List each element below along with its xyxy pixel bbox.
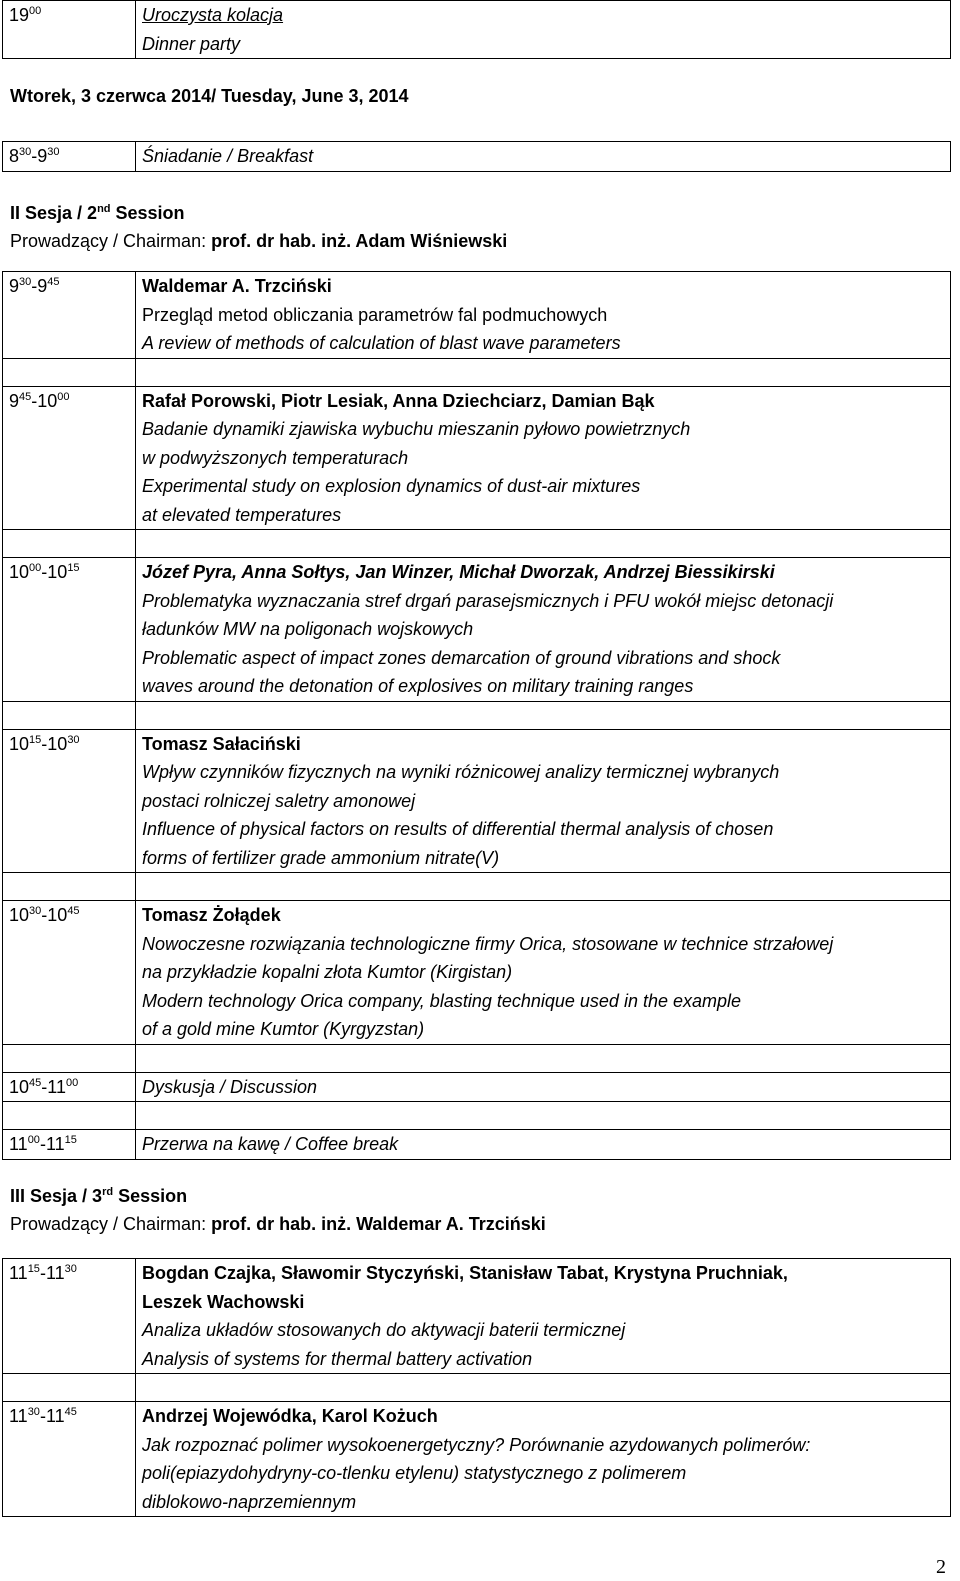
table-row xyxy=(3,1259,951,1374)
coffee-label: Przerwa na kawę / Coffee break xyxy=(136,1130,951,1160)
talk-title-line: Jak rozpoznać polimer wysokoenergetyczny? Porównanie azydowanych polimerów: xyxy=(142,1434,811,1455)
talk-title-line: Modern technology Orica company, blasting technique used in the example xyxy=(142,990,742,1011)
talk-cell xyxy=(136,1402,951,1517)
talk-title-line: Analiza układów stosowanych do aktywacji baterii termicznej xyxy=(142,1320,626,1340)
discussion-time: $10^{45}-11^{00}$ xyxy=(3,1072,136,1102)
talk-title-line: w podwyższonych temperaturach xyxy=(142,447,409,468)
spacer-row xyxy=(3,530,951,558)
table-row xyxy=(3,386,951,530)
talk-title-line: Experimental study on explosion dynamics of dust-air mixtures xyxy=(142,476,641,496)
dinner-time: $19^{00}$ xyxy=(3,1,136,59)
session3-heading: III Sesja / 3rd Session Prowadzący / Chairman: prof. dr hab. inż. Waldemar A. Trzciński xyxy=(10,1186,546,1234)
talk-title-line: diblokowo-naprzemiennym xyxy=(142,1491,357,1512)
talk-title-line: Wpływ czynników fizycznych na wyniki różnicowej analizy termicznej wybranych xyxy=(142,762,780,782)
talk-authors-cont: Leszek Wachowski xyxy=(142,1291,305,1312)
talk-title-line: postaci rolniczej saletry amonowej xyxy=(142,790,416,811)
discussion-row xyxy=(3,1072,951,1102)
talk-authors: Andrzej Wojewódka, Karol Kożuch xyxy=(142,1406,438,1426)
table-row xyxy=(3,729,951,873)
talk-time: $9^{30}-9^{45}$ xyxy=(3,272,136,359)
talk-authors: Tomasz Żołądek xyxy=(142,905,281,925)
talk-title-line: Badanie dynamiki zjawiska wybuchu mieszanin pyłowo powietrznych xyxy=(142,419,691,439)
talk-title-line: na przykładzie kopalni złota Kumtor (Kirgistan) xyxy=(142,962,513,982)
dinner-table xyxy=(2,0,951,59)
talk-authors: Józef Pyra, Anna Sołtys, Jan Winzer, Michał Dworzak, Andrzej Biessikirski xyxy=(142,562,775,582)
spacer-row xyxy=(3,1374,951,1402)
dinner-title-pl: Uroczysta kolacja xyxy=(142,5,284,25)
breakfast-label: Śniadanie / Breakfast xyxy=(136,142,951,172)
talk-title-line: poli(epiazydohydryny-co-tlenku etylenu) statystycznego z polimerem xyxy=(142,1463,687,1483)
talk-cell xyxy=(136,729,951,873)
table-row xyxy=(3,558,951,702)
talk-title-line: of a gold mine Kumtor (Kyrgyzstan) xyxy=(142,1019,425,1039)
page-number: 2 xyxy=(936,1556,946,1578)
session3-chair: prof. dr hab. inż. Waldemar A. Trzciński xyxy=(211,1214,546,1234)
breakfast-table xyxy=(2,141,951,172)
talk-time: $11^{15}-11^{30}$ xyxy=(3,1259,136,1374)
spacer-row xyxy=(3,1102,951,1130)
session2-heading: II Sesja / 2nd Session Prowadzący / Chairman: prof. dr hab. inż. Adam Wiśniewski xyxy=(10,203,508,251)
session3-table xyxy=(2,1258,951,1517)
day-heading: Wtorek, 3 czerwca 2014/ Tuesday, June 3, 2014 xyxy=(10,86,409,106)
session2-table xyxy=(2,271,951,1160)
talk-cell xyxy=(136,558,951,702)
spacer-row xyxy=(3,358,951,386)
talk-time: $10^{00}-10^{15}$ xyxy=(3,558,136,702)
dinner-row xyxy=(3,1,951,59)
talk-time: $11^{30}-11^{45}$ xyxy=(3,1402,136,1517)
coffee-row xyxy=(3,1130,951,1160)
talk-cell xyxy=(136,1259,951,1374)
talk-authors: Bogdan Czajka, Sławomir Styczyński, Stanisław Tabat, Krystyna Pruchniak, xyxy=(142,1263,788,1283)
table-row xyxy=(3,1402,951,1517)
talk-title-line: Nowoczesne rozwiązania technologiczne firmy Orica, stosowane w technice strzałowej xyxy=(142,933,834,954)
coffee-time: $11^{00}-11^{15}$ xyxy=(3,1130,136,1160)
talk-title-line: waves around the detonation of explosives on military training ranges xyxy=(142,676,694,696)
breakfast-row xyxy=(3,142,951,172)
spacer-row xyxy=(3,701,951,729)
spacer-row xyxy=(3,873,951,901)
talk-title-en: A review of methods of calculation of blast wave parameters xyxy=(142,333,621,353)
talk-cell xyxy=(136,901,951,1045)
discussion-label: Dyskusja / Discussion xyxy=(136,1072,951,1102)
talk-time: $9^{45}-10^{00}$ xyxy=(3,386,136,530)
session2-chair: prof. dr hab. inż. Adam Wiśniewski xyxy=(211,231,508,251)
talk-title-line: forms of fertilizer grade ammonium nitrate(V) xyxy=(142,847,500,868)
talk-time: $10^{15}-10^{30}$ xyxy=(3,729,136,873)
spacer-row xyxy=(3,1044,951,1072)
talk-time: $10^{30}-10^{45}$ xyxy=(3,901,136,1045)
dinner-title-en: Dinner party xyxy=(142,33,241,54)
talk-authors: Waldemar A. Trzciński xyxy=(142,276,332,296)
table-row xyxy=(3,272,951,359)
talk-cell xyxy=(136,386,951,530)
talk-title-pl: Przegląd metod obliczania parametrów fal podmuchowych xyxy=(142,304,608,325)
talk-title-line: Problematyka wyznaczania stref drgań parasejsmicznych i PFU wokół miejsc detonacji xyxy=(142,590,834,611)
talk-title-line: Analysis of systems for thermal battery activation xyxy=(142,1348,533,1369)
talk-authors: Rafał Porowski, Piotr Lesiak, Anna Dziechciarz, Damian Bąk xyxy=(142,390,655,411)
talk-cell xyxy=(136,272,951,359)
talk-title-line: ładunków MW na poligonach wojskowych xyxy=(142,619,474,639)
talk-title-line: Problematic aspect of impact zones demarcation of ground vibrations and shock xyxy=(142,647,781,668)
talk-authors: Tomasz Sałaciński xyxy=(142,733,301,754)
table-row xyxy=(3,901,951,1045)
talk-title-line: Influence of physical factors on results of differential thermal analysis of chosen xyxy=(142,819,774,839)
talk-title-line: at elevated temperatures xyxy=(142,504,342,525)
dinner-cell xyxy=(136,1,951,59)
breakfast-time: $8^{30}-9^{30}$ xyxy=(3,142,136,172)
